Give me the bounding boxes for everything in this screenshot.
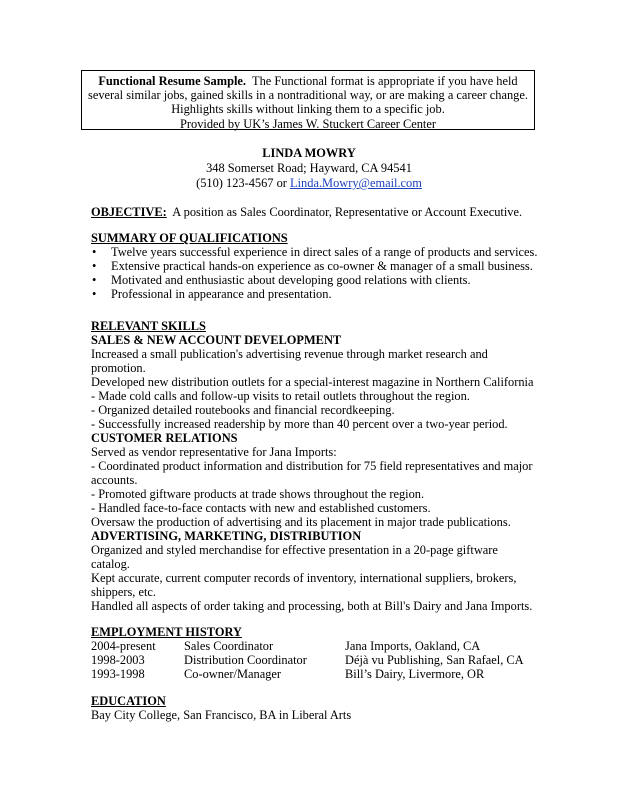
list-item: • Extensive practical hands-on experience as co-owner & manager of a small business. (91, 259, 541, 273)
employment-dates: 1993-1998 (91, 667, 145, 681)
phone: (510) 123-4567 or (196, 176, 287, 190)
list-item: • Twelve years successful experience in direct sales of a range of products and services. (91, 245, 541, 259)
skill-line: promotion. (91, 361, 146, 375)
skill-line: Increased a small publication's advertising revenue through market research and (91, 347, 488, 361)
notice-line-1 (82, 74, 534, 88)
skill-line: shippers, etc. (91, 585, 157, 599)
notice-line-4: Provided by UK’s James W. Stuckert Career Center (179, 116, 437, 131)
table-row (91, 653, 541, 667)
employment-heading: EMPLOYMENT HISTORY (91, 625, 242, 639)
table-row (91, 667, 541, 681)
skill-line: Kept accurate, current computer records of inventory, international suppliers, brokers, (91, 571, 517, 585)
list-item: • Motivated and enthusiastic about developing good relations with clients. (91, 273, 541, 287)
notice-line-1-text: The Functional format is appropriate if you have held (252, 74, 518, 88)
skill-subheading-customer-relations: CUSTOMER RELATIONS (91, 431, 238, 445)
notice-line-2: several similar jobs, gained skills in a nontraditional way, or are making a career change. (88, 88, 528, 103)
skill-line: - Coordinated product information and distribution for 75 field representatives and major (91, 459, 533, 473)
skill-line: - Promoted giftware products at trade shows throughout the region. (91, 487, 425, 501)
employment-title: Distribution Coordinator (184, 653, 307, 667)
skill-subheading-advertising: ADVERTISING, MARKETING, DISTRIBUTION (91, 529, 362, 543)
employment-title: Co-owner/Manager (184, 667, 282, 681)
qualifications-list (91, 245, 541, 301)
education-heading: EDUCATION (91, 694, 166, 708)
skill-line: catalog. (91, 557, 130, 571)
sample-notice-box (81, 70, 535, 130)
address: 348 Somerset Road; Hayward, CA 94541 (206, 161, 412, 175)
skill-line: Organized and styled merchandise for effective presentation in a 20-page giftware (91, 543, 498, 557)
relevant-skills-section (91, 319, 541, 613)
skill-line: - Organized detailed routebooks and financial recordkeeping. (91, 403, 395, 417)
skill-subheading-sales: SALES & NEW ACCOUNT DEVELOPMENT (91, 333, 342, 347)
contact-header (81, 146, 537, 191)
list-item: • Professional in appearance and presentation. (91, 287, 541, 301)
contact-line (81, 176, 537, 191)
employment-employer: Bill’s Dairy, Livermore, OR (345, 667, 485, 681)
objective-section (91, 205, 541, 219)
notice-title: Functional Resume Sample. (98, 74, 247, 88)
skill-line: - Successfully increased readership by more than 40 percent over a two-year period. (91, 417, 508, 431)
employment-section (91, 625, 541, 681)
education-text: Bay City College, San Francisco, BA in Liberal Arts (91, 708, 352, 722)
skill-line: Developed new distribution outlets for a special-interest magazine in Northern California (91, 375, 534, 389)
table-row (91, 639, 541, 653)
employment-employer: Déjà vu Publishing, San Rafael, CA (345, 653, 524, 667)
objective-text: A position as Sales Coordinator, Representative or Account Executive. (172, 205, 523, 219)
employment-employer: Jana Imports, Oakland, CA (345, 639, 481, 653)
employment-title: Sales Coordinator (184, 639, 274, 653)
skill-line: Oversaw the production of advertising and its placement in major trade publications. (91, 515, 511, 529)
notice-line-3: Highlights skills without linking them to a specific job. (171, 102, 445, 117)
skill-line: - Handled face-to-face contacts with new and established customers. (91, 501, 431, 515)
skill-line: Served as vendor representative for Jana Imports: (91, 445, 337, 459)
summary-heading: SUMMARY OF QUALIFICATIONS (91, 231, 288, 245)
summary-section (91, 231, 541, 301)
skill-line: Handled all aspects of order taking and processing, both at Bill's Dairy and Jana Imports. (91, 599, 533, 613)
education-section (91, 694, 541, 722)
employment-dates: 1998-2003 (91, 653, 145, 667)
skill-line: - Made cold calls and follow-up visits to retail outlets throughout the region. (91, 389, 470, 403)
objective-label: OBJECTIVE: (91, 205, 167, 219)
skills-heading: RELEVANT SKILLS (91, 319, 206, 333)
candidate-name: LINDA MOWRY (262, 146, 356, 160)
skill-line: accounts. (91, 473, 138, 487)
email-link[interactable]: Linda.Mowry@email.com (290, 176, 422, 190)
employment-dates: 2004-present (91, 639, 156, 653)
